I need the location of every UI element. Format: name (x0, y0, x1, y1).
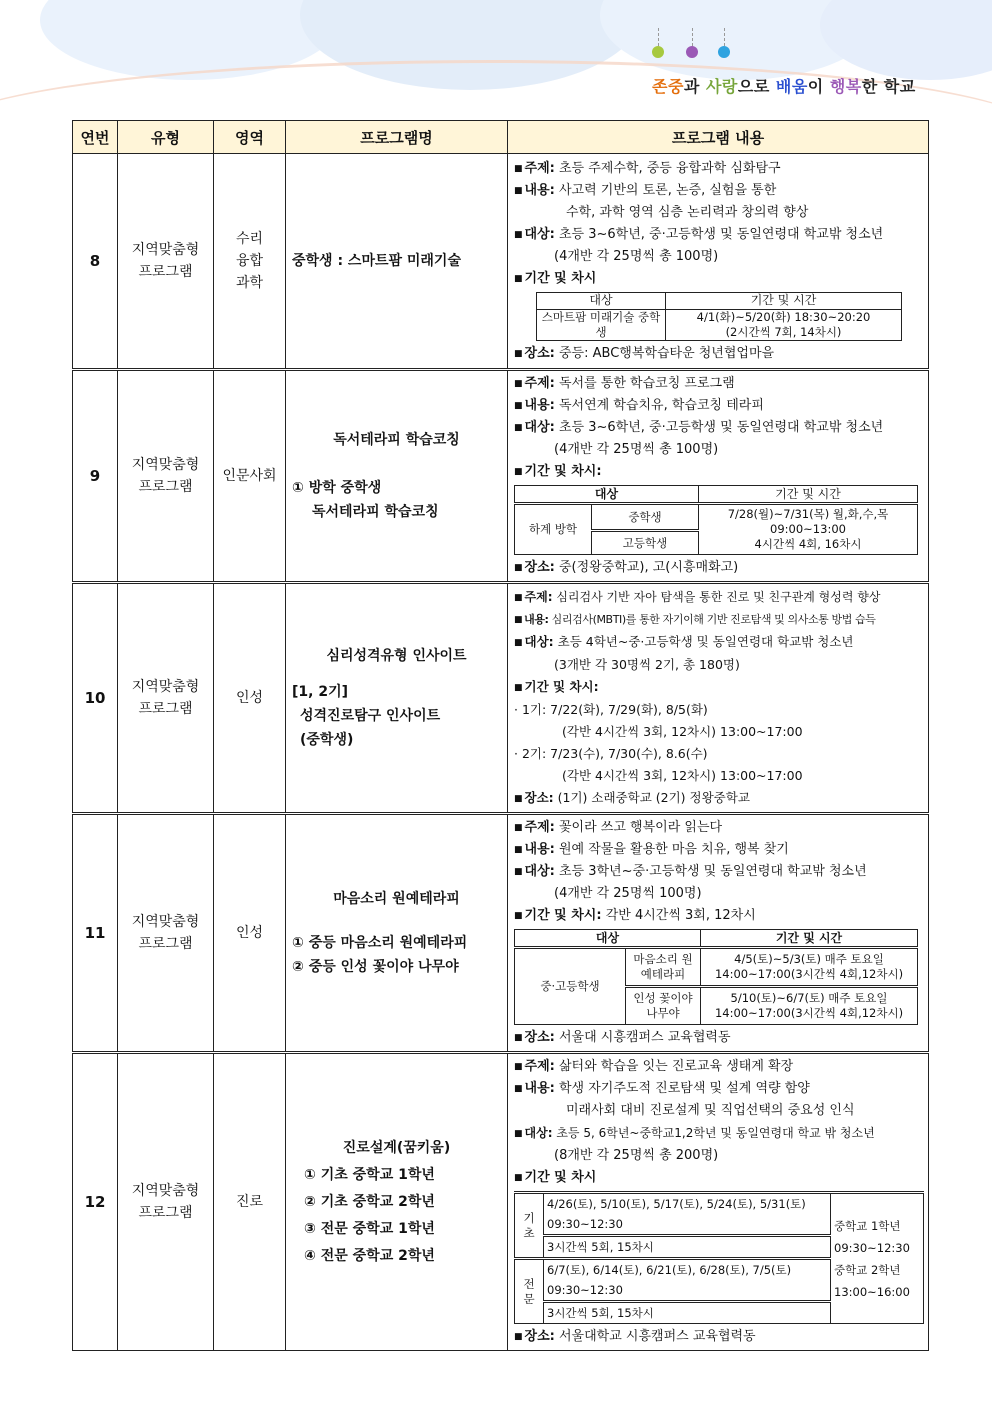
table-row (73, 1053, 929, 1351)
row-program: 독서테라피 학습코칭 ① 방학 중학생 독서테라피 학습코칭 (286, 370, 508, 583)
row-content: ■ 주제: 삶터와 학습을 잇는 진로교육 생태계 확장 ■ 내용: 학생 자기주도적 진로탐색 및 설계 역량 함양 미래사회 대비 진로설계 및 직업선택의 중요성 인식 ■ 대상: 초등 5, 6학년~중학교1,2학년 및 동일연령대 학교 밖 청소년 (8개반 각 25명씩 총 200명) ■ 기간 및 차시 기초 4/26(토), 5/10(토), 5/17(토), 5/24(토), 5/31(토) 중학교 1학년 09:30~12:30 중학교 2학년 13:00~16:00 09:30~12:30 3시간씩 5회, 15차시 전문 6/7(토), 6/14(토), 6/21(토), 6/28(토), 7/5(토) 09:30~12:30 3시간씩 5회, 15차시 ■ 장소: 서울대학교 시흥캠퍼스 교육협력동 (508, 1053, 929, 1351)
row-no: 11 (73, 814, 118, 1053)
schedule-subtable: 대상 기간 및 시간 하계 방학 중학생 7/28(월)~7/31(목) 월,화,수,목 09:00~13:00 4시간씩 4회, 16차시 고등학생 (514, 485, 918, 555)
program-table (72, 120, 929, 1351)
row-no: 9 (73, 370, 118, 583)
row-area: 인문사회 (214, 370, 286, 583)
row-program: 진로설계(꿈키움) ① 기초 중학교 1학년 ② 기초 중학교 2학년 ③ 전문 중학교 1학년 ④ 전문 중학교 2학년 (286, 1053, 508, 1351)
row-type: 지역맞춤형 프로그램 (118, 1053, 214, 1351)
table-row (73, 370, 929, 583)
row-program: 마음소리 원예테라피 ① 중등 마음소리 원예테라피 ② 중등 인성 꽃이야 나무야 (286, 814, 508, 1053)
schedule-subtable: 대상 기간 및 시간 스마트팜 미래기술 중학생 4/1(화)~5/20(화) 18:30~20:20 (2시간씩 7회, 14차시) (536, 292, 902, 341)
row-no: 10 (73, 583, 118, 814)
row-program: 심리성격유형 인사이트 [1, 2기] 성격진로탐구 인사이트 (중학생) (286, 583, 508, 814)
row-area: 인성 (214, 583, 286, 814)
header-program: 프로그램명 (286, 121, 508, 154)
header-area: 영역 (214, 121, 286, 154)
row-area: 인성 (214, 814, 286, 1053)
row-type: 지역맞춤형 프로그램 (118, 583, 214, 814)
green-dot-icon (652, 46, 664, 58)
decorative-dots (652, 40, 742, 64)
table-row (73, 814, 929, 1053)
schedule-subtable: 기초 4/26(토), 5/10(토), 5/17(토), 5/24(토), 5/31(토) 중학교 1학년 09:30~12:30 중학교 2학년 13:00~16:00 09:30~12:30 3시간씩 5회, 15차시 전문 6/7(토), 6/14(토), 6/21(토), 6/28(토), 7/5(토) 09:30~12:30 3시간씩 5회, 15차시 (514, 1191, 924, 1324)
row-content: ■ 주제: 초등 주제수학, 중등 융합과학 심화탐구 ■ 내용: 사고력 기반의 토론, 논증, 실험을 통한 수학, 과학 영역 심층 논리력과 창의력 향상 ■ 대상: 초등 3~6학년, 중·고등학생 및 동일연령대 학교밖 청소년 (4개반 각 25명씩 총 100명) ■ 기간 및 차시 대상 기간 및 시간 스마트팜 미래기술 중학생 4/1(화)~5/20(화) 18:30~20:20 (2시간씩 7회, 14차시) ■ 장소: 중등: ABC행복학습타운 청년협업마을 (508, 154, 929, 370)
blue-dot-icon (718, 46, 730, 58)
row-area: 수리 융합 과학 (214, 154, 286, 370)
table-row (73, 154, 929, 370)
row-type: 지역맞춤형 프로그램 (118, 154, 214, 370)
schedule-subtable: 대상 기간 및 시간 중·고등학생 마음소리 원예테라피 4/5(토)~5/3(토) 매주 토요일 14:00~17:00(3시간씩 4회,12차시) 인성 꽃이야 나무야 5/10(토)~6/7(토) 매주 토요일 14:00~17:00(3시간씩 4회,12차시) (514, 929, 918, 1025)
table-header-row (73, 121, 929, 154)
row-content: ■ 주제: 심리검사 기반 자아 탐색을 통한 진로 및 친구관계 형성력 향상 ■ 내용: 심리검사(MBTI)를 통한 자기이해 기반 진로탐색 및 의사소통 방법 습득 ■ 대상: 초등 4학년~중·고등학생 및 동일연령대 학교밖 청소년 (3개반 각 30명씩 2기, 총 180명) ■ 기간 및 차시: · 1기: 7/22(화), 7/29(화), 8/5(화) (각반 4시간씩 3회, 12차시) 13:00~17:00 · 2기: 7/23(수), 7/30(수), 8.6(수) (각반 4시간씩 3회, 12차시) 13:00~17:00 ■ 장소: (1기) 소래중학교 (2기) 정왕중학교 (508, 583, 929, 814)
row-type: 지역맞춤형 프로그램 (118, 370, 214, 583)
header-no: 연번 (73, 121, 118, 154)
table-row (73, 583, 929, 814)
header-type: 유형 (118, 121, 214, 154)
row-content: ■ 주제: 독서를 통한 학습코칭 프로그램 ■ 내용: 독서연계 학습치유, 학습코칭 테라피 ■ 대상: 초등 3~6학년, 중·고등학생 및 동일연령대 학교밖 청소년 (4개반 각 25명씩 총 100명) ■ 기간 및 차시: 대상 기간 및 시간 하계 방학 중학생 7/28(월)~7/31(목) 월,화,수,목 09:00~13:00 4시간씩 4회, 16차시 고등학생 ■ 장소: 중(정왕중학교), 고(시흥매화고) (508, 370, 929, 583)
row-no: 8 (73, 154, 118, 370)
school-motto: 존중과 사랑으로 배움이 행복한 학교 (652, 77, 916, 96)
row-content: ■ 주제: 꽃이라 쓰고 행복이라 읽는다 ■ 내용: 원예 작물을 활용한 마음 치유, 행복 찾기 ■ 대상: 초등 3학년~중·고등학생 및 동일연령대 학교밖 청소년 (4개반 각 25명씩 100명) ■ 기간 및 차시: 각반 4시간씩 3회, 12차시 대상 기간 및 시간 중·고등학생 마음소리 원예테라피 4/5(토)~5/3(토) 매주 토요일 14:00~17:00(3시간씩 4회,12차시) 인성 꽃이야 나무야 5/10(토)~6/7(토) 매주 토요일 14:00~17:00(3시간씩 4회,12차시) ■ 장소: 서울대 시흥캠퍼스 교육협력동 (508, 814, 929, 1053)
row-area: 진로 (214, 1053, 286, 1351)
purple-dot-icon (686, 46, 698, 58)
row-no: 12 (73, 1053, 118, 1351)
row-type: 지역맞춤형 프로그램 (118, 814, 214, 1053)
row-program: 중학생 : 스마트팜 미래기술 (286, 154, 508, 370)
header-content: 프로그램 내용 (508, 121, 929, 154)
